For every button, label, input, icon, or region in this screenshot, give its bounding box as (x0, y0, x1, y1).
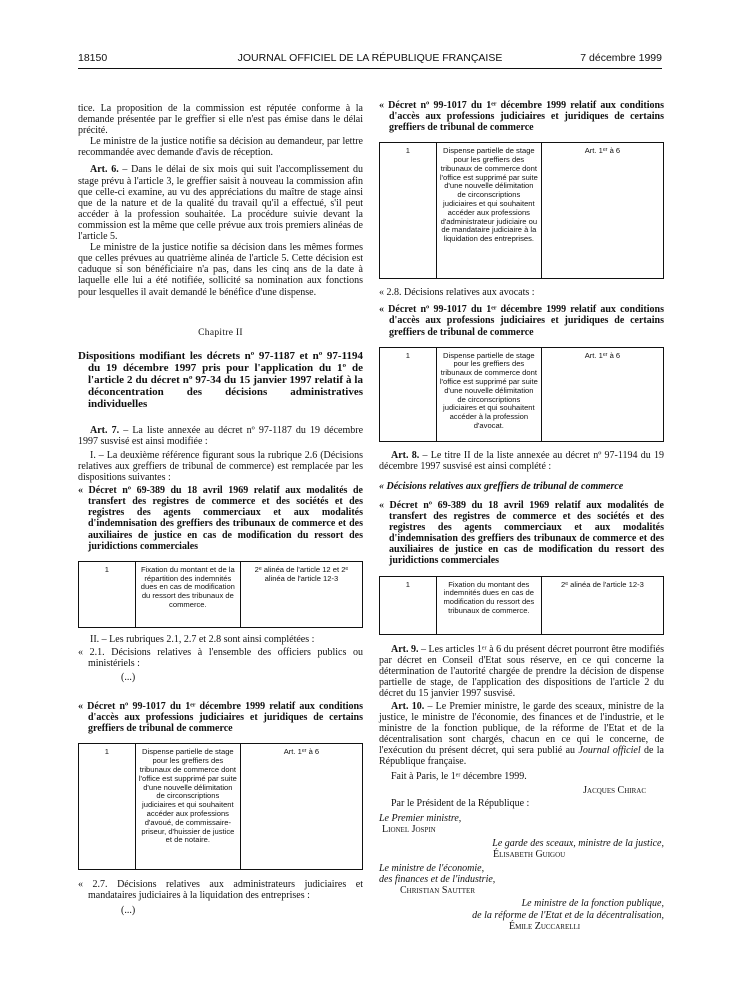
running-header (78, 52, 662, 66)
header-rule (78, 68, 662, 69)
article-text: – Le titre II de la liste annexée au décret nº 97-1194 du 19 décembre 1997 susvisé est ainsi complété : (379, 449, 664, 472)
rubrique: « 2.1. Décisions relatives à l'ensemble des officiers publics ou ministériels : (78, 646, 363, 669)
signature-line: Par le Président de la République : (391, 797, 530, 809)
table-row (79, 561, 363, 627)
table-row (380, 576, 664, 634)
signatory-title: des finances et de l'industrie, (379, 874, 496, 886)
rubrique: « 2.8. Décisions relatives aux avocats : (379, 287, 535, 299)
article-label: Art. 6. (90, 164, 119, 176)
article-text: – Le Premier ministre, le garde des sceaux, ministre de la justice, le ministre de l'économie, des finances et de l'industrie, et le ministre de la fonction publique, de la réforme de l'Etat et de la décentralisation sont chargés, chacun en ce qui le concerne, de l'exécution du présent décret, qui sera publié au (379, 700, 664, 757)
table-cell-desc: Dispense partielle de stage pour les greffiers des tribunaux de commerce dont l'office est supprimé par suite d'une nouvelle délimitation de circonscriptions judiciaires et qui souhaitent accéder aux professions d'avoué, de commissaire-priseur, d'huissier de justice et de notaire. (135, 744, 240, 870)
signature-date: Fait à Paris, le 1ᵉʳ décembre 1999. (391, 770, 527, 782)
signatory-title: Le garde des sceaux, ministre de la justice, (492, 838, 664, 849)
article-6 (78, 164, 363, 242)
chapter-title: Chapitre II (198, 327, 243, 338)
paragraph: tice. La proposition de la commission est réputée conforme à la demande présentée par le greffier si elle n'est pas émise dans le délai précité. (78, 103, 363, 137)
table-row (380, 347, 664, 441)
ellipsis: (...) (121, 904, 136, 916)
decree-table (78, 743, 363, 870)
signatory-name: Christian Sautter (400, 885, 476, 897)
decree-citation: « Décret nº 69-389 du 18 avril 1969 relatif aux modalités de transfert des registres de commerce et des sociétés et des registres des agents commerciaux et aux modalités d'indemnisation des greffiers des tribunaux de commerce et des auxiliaires de justice en cas de modification du ressort des juridictions commerciales (78, 485, 363, 552)
table-cell-ref: Art. 1ᵉʳ à 6 (541, 347, 663, 441)
paragraph: Le ministre de la justice notifie sa décision au demandeur, par lettre recommandée avec demande d'avis de réception. (78, 136, 363, 159)
decree-table (78, 561, 363, 628)
table-cell-ref: 2ᵉ alinéa de l'article 12-3 (541, 576, 663, 634)
paragraph: II. – Les rubriques 2.1, 2.7 et 2.8 sont ainsi complétées : (90, 633, 315, 645)
article-text-end: de la République française. (379, 745, 664, 768)
left-column (78, 103, 363, 916)
decree-table (379, 347, 664, 442)
article-9 (379, 644, 664, 699)
table-cell-desc: Dispense partielle de stage pour les greffiers des tribunaux de commerce dont l'office est supprimé par suite d'une nouvelle délimitation de circonscriptions judiciaires et qui souhaitent accéder aux professions d'administrateur judiciaire ou de mandataire judiciaire à la liquidation des entreprises. (436, 143, 541, 279)
signatory-name: Lionel Jospin (382, 823, 436, 835)
table-cell-ref: Art. 1ᵉʳ à 6 (240, 744, 362, 870)
signatory-president: Jacques Chirac (583, 784, 646, 796)
table-row (79, 744, 363, 870)
signatory-title: de la réforme de l'Etat et de la décentralisation, (472, 909, 664, 921)
article-7 (78, 425, 363, 447)
table-cell-desc: Fixation du montant et de la répartition des indemnités dues en cas de modification du ressort des tribunaux de commerce. (135, 561, 240, 627)
section-heading: Dispositions modifiant les décrets nº 97-1187 et nº 97-1194 du 19 décembre 1997 pris pour l'application du 1º de l'article 2 du décret nº 97-34 du 15 janvier 1997 relatif à la déconcentration des décisions administratives individuelles (78, 349, 363, 410)
table-cell-ref: Art. 1ᵉʳ à 6 (541, 143, 663, 279)
table-cell-num: 1 (405, 579, 411, 589)
decree-citation: « Décret nº 99-1017 du 1ᵉʳ décembre 1999 relatif aux conditions d'accès aux professions judiciaires et juridiques de certains greffiers de tribunal de commerce (78, 701, 363, 735)
issue-date: 7 décembre 1999 (580, 52, 662, 64)
journal-title: JOURNAL OFFICIEL DE LA RÉPUBLIQUE FRANÇAISE (237, 52, 503, 64)
page-number: 18150 (78, 52, 108, 64)
signatory-name: Élisabeth Guigou (493, 849, 566, 861)
rubrique: « 2.7. Décisions relatives aux administrateurs judiciaires et mandataires judiciaires à la liquidation des entreprises : (78, 879, 363, 902)
table-cell-desc: Fixation du montant des indemnités dues en cas de modification du ressort des tribunaux de commerce. (436, 576, 541, 634)
paragraph: Le ministre de la justice notifie sa décision dans les mêmes formes que celles prévues au quatrième alinéa de l'article 5. Cette décision est caduque si son bénéficiaire n'a pas, dans les cinq ans de la date à laquelle elle lui a été notifiée, sollicité sa nomination aux fonctions pour lesquelles il avait demandé le bénéfice d'une dispense. (78, 242, 363, 298)
article-label: Art. 8. (391, 449, 420, 461)
decree-table (379, 576, 664, 635)
table-row (380, 143, 664, 279)
article-text: – La liste annexée au décret nº 97-1187 du 19 décembre 1997 susvisé est ainsi modifiée : (78, 424, 364, 447)
signatory-title: Le ministre de la fonction publique, (521, 898, 664, 910)
table-cell-num: 1 (405, 146, 411, 156)
table-cell-num: 1 (405, 350, 411, 360)
article-label: Art. 10. (391, 700, 425, 712)
signatory-name: Émile Zuccarelli (509, 920, 581, 932)
table-cell-num: 1 (104, 564, 110, 574)
subheading: « Décisions relatives aux greffiers de tribunal de commerce (379, 480, 624, 492)
decree-citation: « Décret nº 99-1017 du 1ᵉʳ décembre 1999 relatif aux conditions d'accès aux professions judiciaires et juridiques de certains greffiers de tribunal de commerce (379, 100, 664, 134)
article-label: Art. 7. (90, 424, 120, 436)
ellipsis: (...) (121, 672, 136, 683)
article-text: – Dans le délai de six mois qui suit l'accomplissement du stage prévu à l'article 3, le greffier saisit à nouveau la commission afin que celle-ci examine, au vu des appréciations du maître de stage ainsi que de la nature et de la qualité du travail qu'il a effectué, s'il peut accéder à la profession souhaitée. La procédure suivie devant la commission est la même que celle prévue aux trois premiers alinéas de l'article 5. (78, 164, 364, 243)
table-cell-num: 1 (104, 747, 110, 757)
article-10 (379, 701, 664, 768)
table-cell-ref: 2ᵉ alinéa de l'article 12 et 2ᵉ alinéa de l'article 12-3 (240, 561, 362, 627)
article-label: Art. 9. (391, 643, 419, 655)
article-text: – Les articles 1ᵉʳ à 6 du présent décret pourront être modifiés par décret en Conseil d'Etat sous réserve, en ce qui concerne la détermination de l'autorité chargée de prendre la décision de dispense partielle de stage, de l'application des dispositions de l'article 2 du décret du 15 janvier 1997 susvisé. (379, 643, 664, 699)
decree-citation: « Décret nº 69-389 du 18 avril 1969 relatif aux modalités de transfert des registres de commerce et des sociétés et des registres des agents commerciaux et aux modalités d'indemnisation des greffiers des tribunaux de commerce et des auxiliaires de justice en cas de modification du ressort des juridictions commerciales (379, 499, 664, 567)
article-8 (379, 450, 664, 472)
right-column (379, 100, 664, 932)
signatory-title: Le Premier ministre, (379, 812, 462, 824)
decree-citation: « Décret nº 99-1017 du 1ᵉʳ décembre 1999 relatif aux conditions d'accès aux professions judiciaires et juridiques de certains greffiers de tribunal de commerce (379, 304, 664, 338)
table-cell-desc: Dispense partielle de stage pour les greffiers des tribunaux de commerce dont l'office est supprimé par suite d'une nouvelle délimitation de circonscriptions judiciaires et qui souhaitent accéder à la profession d'avocat. (436, 347, 541, 441)
decree-table (379, 142, 664, 279)
signatory-title: Le ministre de l'économie, (379, 863, 485, 875)
journal-name: Journal officiel (578, 745, 641, 757)
paragraph: I. – La deuxième référence figurant sous la rubrique 2.6 (Décisions relatives aux greffiers de tribunal de commerce) est remplacée par les dispositions suivantes : (78, 449, 363, 484)
